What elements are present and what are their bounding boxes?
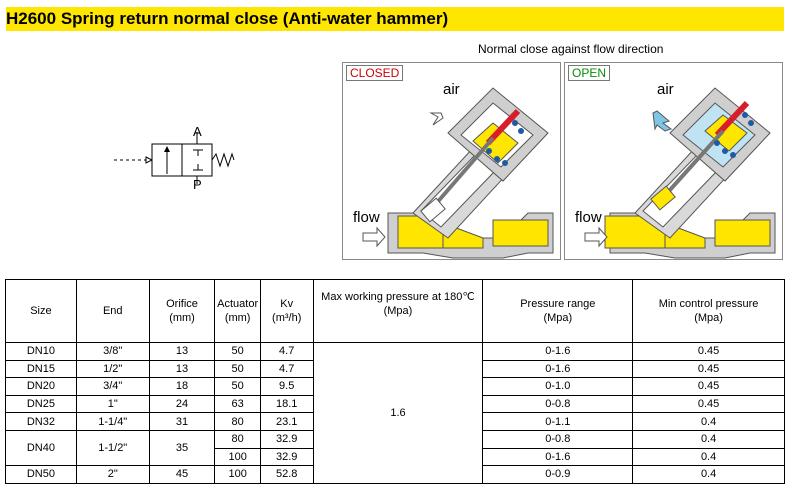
cell-actuator: 50 <box>215 343 261 361</box>
spec-table <box>5 279 785 484</box>
header-kv: Kv (m³/h) <box>260 280 313 343</box>
header-actuator: Actuator (mm) <box>215 280 261 343</box>
cell-control: 0.4 <box>633 448 785 466</box>
cell-range: 0-0.8 <box>483 430 633 448</box>
cell-control: 0.45 <box>633 378 785 396</box>
closed-valve-panel <box>342 62 561 260</box>
table-header-row <box>6 280 785 343</box>
cell-control: 0.45 <box>633 395 785 413</box>
cell-actuator: 50 <box>215 360 261 378</box>
cell-orifice: 18 <box>149 378 215 396</box>
cell-orifice: 24 <box>149 395 215 413</box>
open-air-label: air <box>657 81 674 98</box>
cell-end: 2" <box>76 466 149 484</box>
header-end: End <box>76 280 149 343</box>
cell-kv: 4.7 <box>260 343 313 361</box>
cell-control: 0.4 <box>633 430 785 448</box>
cell-range: 0-1.1 <box>483 413 633 431</box>
cell-size: DN40 <box>6 430 77 465</box>
cell-orifice: 45 <box>149 466 215 484</box>
cell-control: 0.4 <box>633 413 785 431</box>
cell-range: 0-1.6 <box>483 360 633 378</box>
cell-orifice: 13 <box>149 343 215 361</box>
valve-symbol <box>108 120 238 190</box>
cell-actuator: 63 <box>215 395 261 413</box>
cell-kv: 4.7 <box>260 360 313 378</box>
diagram-caption: Normal close against flow direction <box>478 42 664 56</box>
cell-size: DN20 <box>6 378 77 396</box>
cell-range: 0-0.9 <box>483 466 633 484</box>
cell-kv: 32.9 <box>260 430 313 448</box>
cell-end: 1/2" <box>76 360 149 378</box>
open-valve-panel <box>564 62 783 260</box>
closed-tag: CLOSED <box>346 65 403 81</box>
cell-range: 0-1.0 <box>483 378 633 396</box>
cell-end: 3/4" <box>76 378 149 396</box>
cell-orifice: 35 <box>149 430 215 465</box>
header-min-control: Min control pressure (Mpa) <box>633 280 785 343</box>
cell-actuator: 80 <box>215 430 261 448</box>
cell-actuator: 50 <box>215 378 261 396</box>
cell-end: 3/8" <box>76 343 149 361</box>
cell-control: 0.45 <box>633 360 785 378</box>
cell-range: 0-1.6 <box>483 448 633 466</box>
cell-size: DN25 <box>6 395 77 413</box>
cell-orifice: 31 <box>149 413 215 431</box>
cell-kv: 32.9 <box>260 448 313 466</box>
cell-actuator: 100 <box>215 448 261 466</box>
open-flow-label: flow <box>575 209 602 226</box>
table-row <box>6 343 785 361</box>
cell-orifice: 13 <box>149 360 215 378</box>
cell-size: DN50 <box>6 466 77 484</box>
header-orifice: Orifice (mm) <box>149 280 215 343</box>
open-tag: OPEN <box>568 65 610 81</box>
cell-end: 1-1/2" <box>76 430 149 465</box>
cell-range: 0-1.6 <box>483 343 633 361</box>
port-a-label: A <box>193 124 202 139</box>
cell-actuator: 100 <box>215 466 261 484</box>
cell-control: 0.4 <box>633 466 785 484</box>
cell-control: 0.45 <box>633 343 785 361</box>
title-bar <box>6 7 784 31</box>
closed-flow-label: flow <box>353 209 380 226</box>
cell-kv: 23.1 <box>260 413 313 431</box>
cell-size: DN10 <box>6 343 77 361</box>
header-size: Size <box>6 280 77 343</box>
header-max-pressure: Max working pressure at 180℃ (Mpa) <box>313 280 483 343</box>
header-pressure-range: Pressure range (Mpa) <box>483 280 633 343</box>
cell-kv: 52.8 <box>260 466 313 484</box>
port-p-label: P <box>193 177 202 192</box>
cell-end: 1" <box>76 395 149 413</box>
cell-max-pressure: 1.6 <box>313 343 483 484</box>
cell-actuator: 80 <box>215 413 261 431</box>
cell-end: 1-1/4" <box>76 413 149 431</box>
cell-size: DN32 <box>6 413 77 431</box>
cell-kv: 18.1 <box>260 395 313 413</box>
cell-range: 0-0.8 <box>483 395 633 413</box>
cell-kv: 9.5 <box>260 378 313 396</box>
closed-air-label: air <box>443 81 460 98</box>
page-title: H2600 Spring return normal close (Anti-water hammer) <box>6 9 449 28</box>
cell-size: DN15 <box>6 360 77 378</box>
